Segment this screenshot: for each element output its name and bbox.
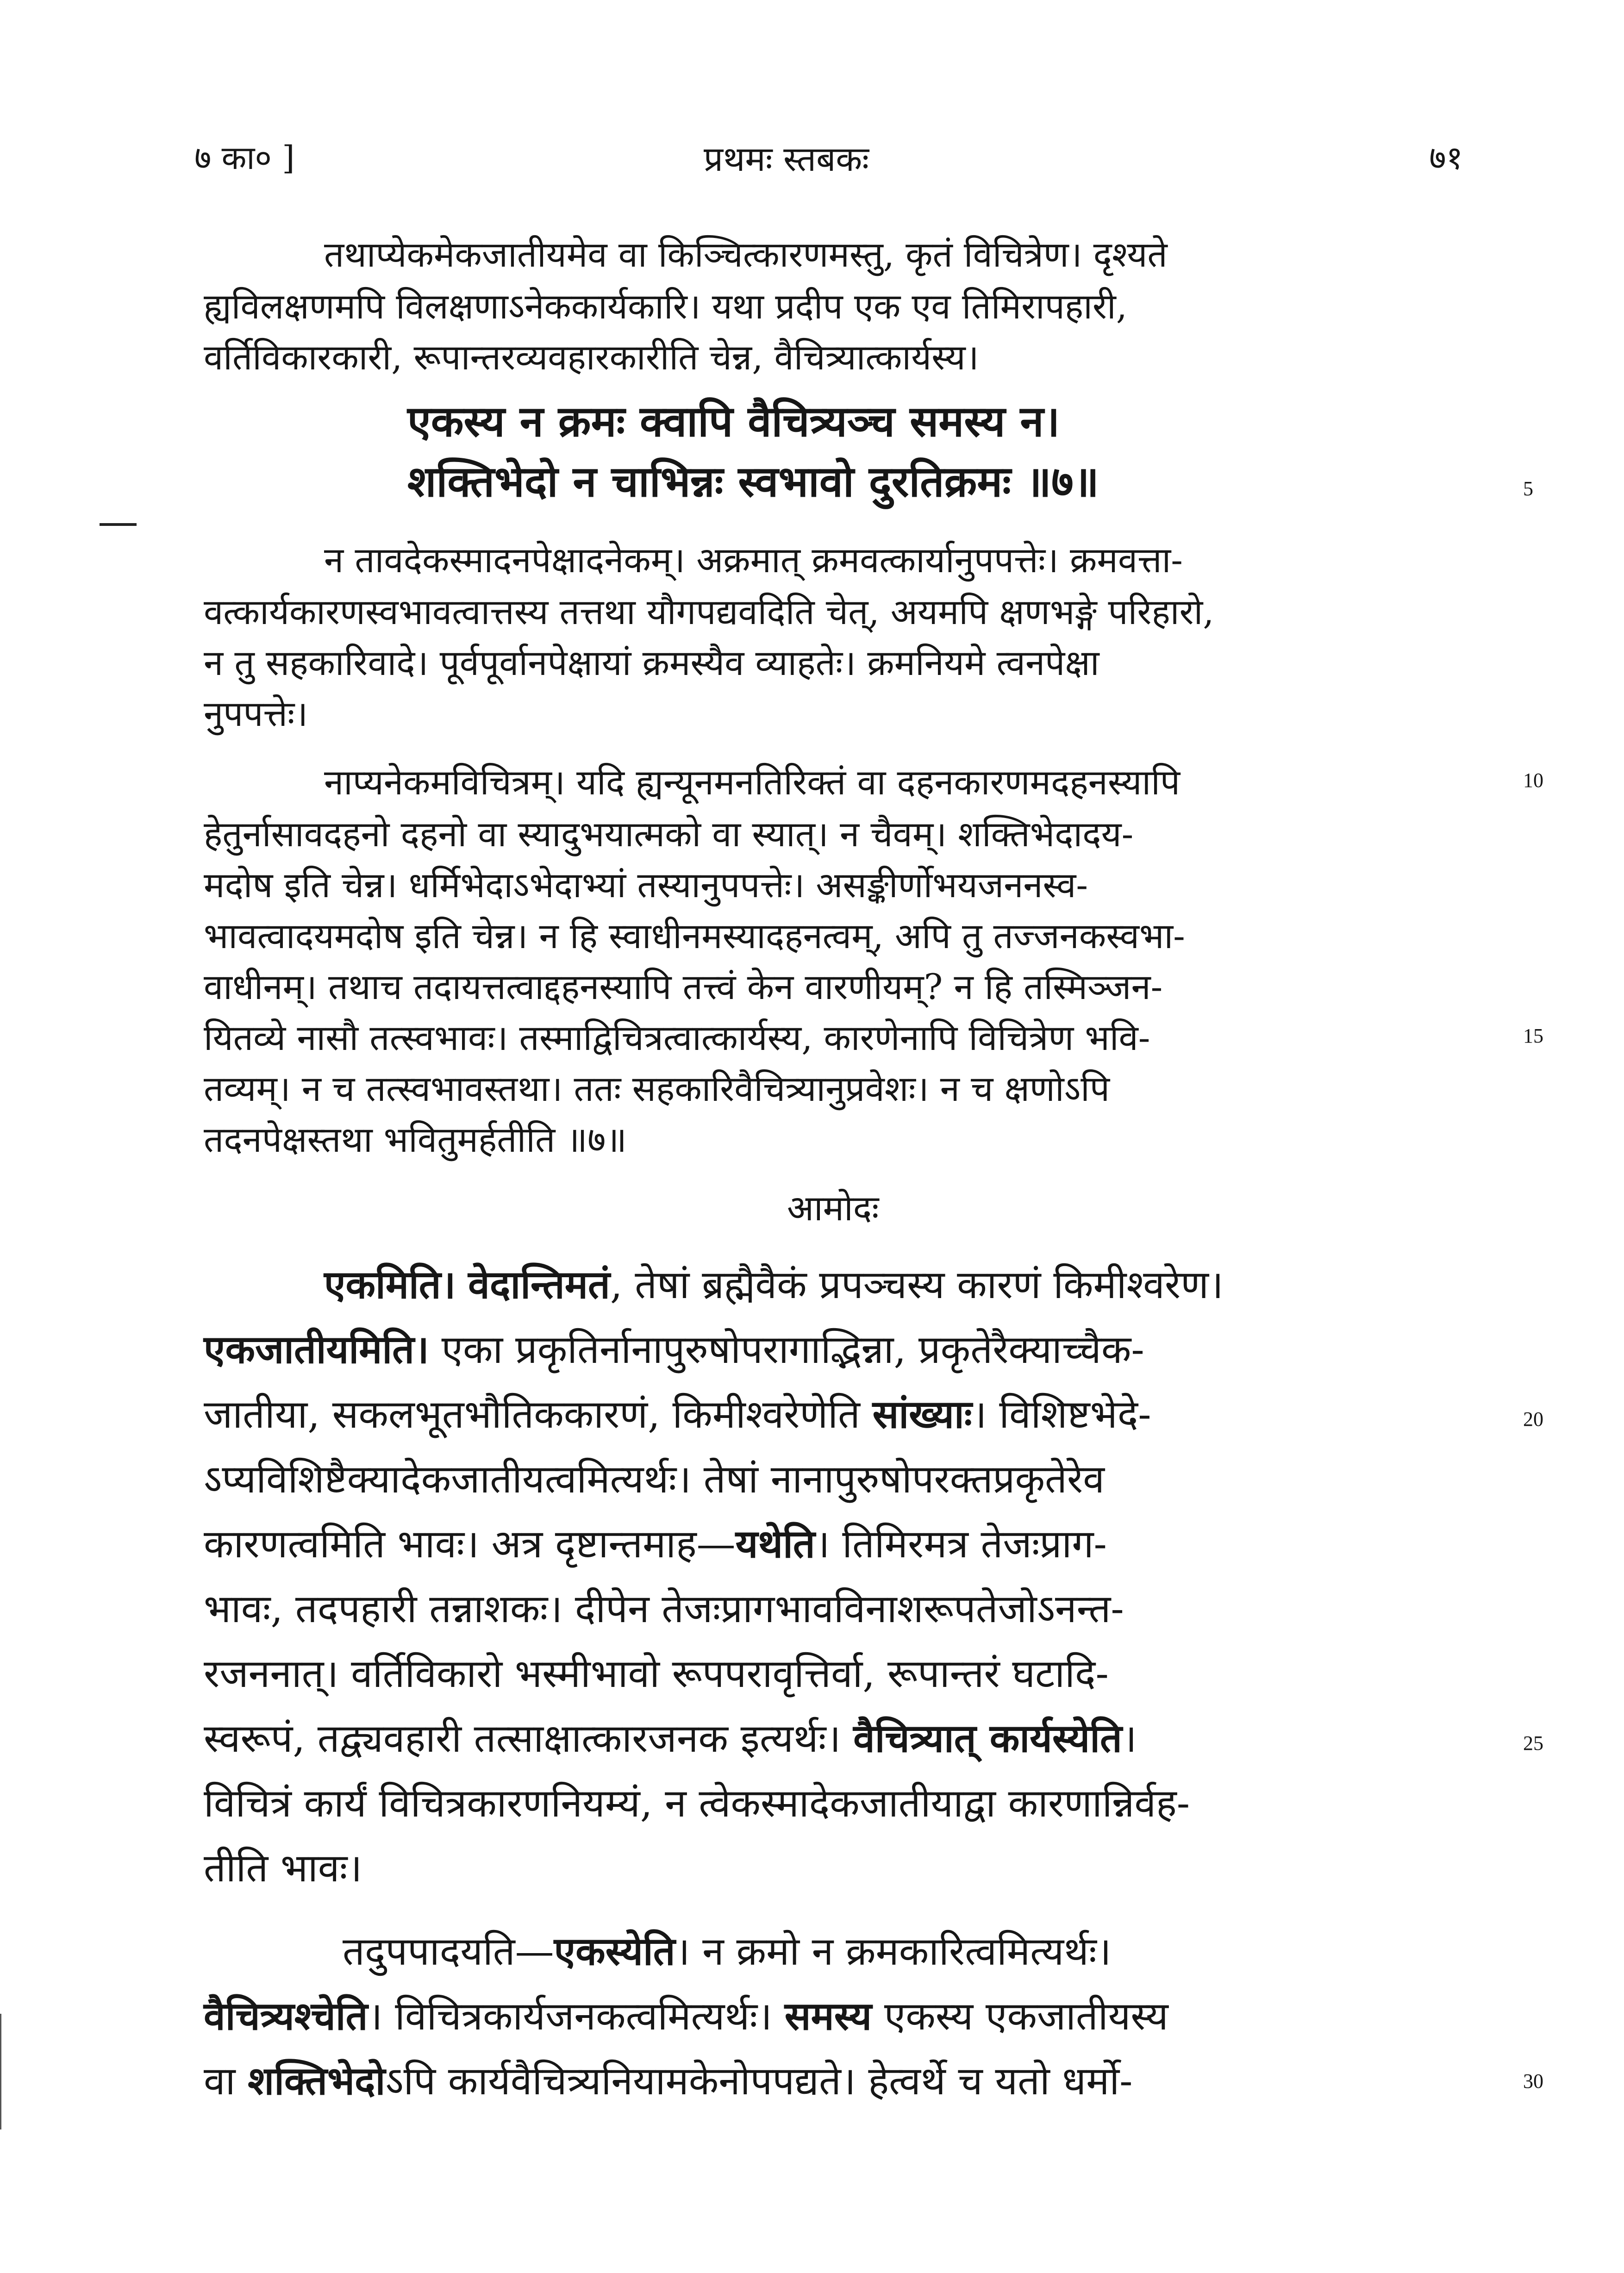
text-line: हेतुर्नासावदहनो दहनो वा स्यादुभयात्मको वा स्यात्। न चैवम्। शक्तिभेदादय- <box>204 813 1134 855</box>
commentary-text: । विचित्रकार्यजनकत्वमित्यर्थः। <box>368 1993 785 2039</box>
verse-line: शक्तिभेदो न चाभिन्नः स्वभावो दुरतिक्रमः ॥७॥ <box>407 456 1099 506</box>
header-title: प्रथमः स्तबकः <box>704 139 869 179</box>
text-line: मदोष इति चेन्न। धर्मिभेदाऽभेदाभ्यां तस्यानुपपत्तेः। असङ्कीर्णोभयजननस्व- <box>204 864 1088 905</box>
text-line: नाप्यनेकमविचित्रम्। यदि ह्यन्यूनमनतिरिक्तं वा दहनकारणमदहनस्यापि <box>324 762 1181 803</box>
lemma: यथेति <box>735 1521 815 1567</box>
lemma: सांख्याः <box>872 1391 972 1437</box>
margin-dash <box>100 523 137 526</box>
commentary-line <box>343 1926 1112 1977</box>
commentary-line <box>204 1518 1107 1569</box>
commentary-text: तदुपपादयति— <box>343 1929 554 1974</box>
commentary-text: स्वरूपं, तद्व्यवहारी तत्साक्षात्कारजनक इत्यर्थः। <box>204 1716 854 1761</box>
section-heading: आमोदः <box>787 1187 879 1229</box>
verse-line: एकस्य न क्रमः क्वापि वैचित्र्यञ्च समस्य न। <box>407 396 1060 446</box>
commentary-text: । न क्रमो न क्रमकारित्वमित्यर्थः। <box>675 1929 1112 1974</box>
text-line: भावत्वादयमदोष इति चेन्न। न हि स्वाधीनमस्यादहनत्वम्, अपि तु तज्जनकस्वभा- <box>204 915 1185 956</box>
commentary-text: । <box>1122 1716 1137 1761</box>
lemma: एकस्येति <box>554 1928 675 1974</box>
lemma: वैचित्र्यश्चेति <box>204 1993 368 2039</box>
commentary-line: ऽप्यविशिष्टैक्यादेकजातीयत्वमित्यर्थः। तेषां नानापुरुषोपरक्तप्रकृतेरेव <box>204 1456 1105 1502</box>
commentary-line <box>324 1259 1224 1310</box>
text-line: तथाप्येकमेकजातीयमेव वा किञ्चित्कारणमस्तु, कृतं विचित्रेण। दृश्यते <box>324 234 1168 275</box>
text-line: वत्कार्यकारणस्वभावत्वात्तस्य तत्तथा यौगपद्यवदिति चेत्, अयमपि क्षणभङ्गे परिहारो, <box>204 591 1214 632</box>
line-number: 20 <box>1523 1408 1543 1430</box>
text-line: ह्यविलक्षणमपि विलक्षणाऽनेककार्यकारि। यथा प्रदीप एक एव तिमिरापहारी, <box>204 286 1127 327</box>
text-line: नुपपत्तेः। <box>204 693 308 734</box>
lemma: वैचित्र्यात् कार्यस्येति <box>853 1715 1122 1761</box>
commentary-line: तीति भावः। <box>204 1845 362 1891</box>
commentary-line: विचित्रं कार्यं विचित्रकारणनियम्यं, न त्वेकस्मादेकजातीयाद्वा कारणान्निर्वह- <box>204 1780 1190 1826</box>
commentary-line <box>204 1324 1144 1375</box>
running-header <box>185 134 1463 185</box>
text-line: वर्तिविकारकारी, रूपान्तरव्यवहारकारीति चेन्न, वैचित्र्यात्कार्यस्य। <box>204 337 979 378</box>
commentary-line <box>204 1713 1137 1764</box>
commentary-text: । तिमिरमत्र तेजःप्राग- <box>815 1521 1107 1567</box>
commentary-line <box>204 1389 1151 1440</box>
text-line: तदनपेक्षस्तथा भवितुमर्हतीति ॥७॥ <box>204 1119 627 1160</box>
text-line: न तु सहकारिवादे। पूर्वपूर्वानपेक्षायां क्रमस्यैव व्याहतेः। क्रमनियमे त्वनपेक्षा <box>204 642 1099 683</box>
header-section-ref: ७ का० ] <box>194 139 295 177</box>
commentary-text: कारणत्वमिति भावः। अत्र दृष्टान्तमाह— <box>204 1521 736 1567</box>
line-number: 5 <box>1523 477 1533 500</box>
page-number: ७१ <box>1429 139 1463 177</box>
commentary-text: , तेषां ब्रह्मैवैकं प्रपञ्चस्य कारणं किमीश्वरेण। <box>610 1262 1224 1307</box>
lemma: समस्य <box>784 1993 872 2039</box>
lemma: एकमिति। <box>324 1261 456 1307</box>
lemma: एकजातीयमिति। <box>204 1326 429 1372</box>
commentary-text: ऽपि कार्यवैचित्र्यनियामकेनोपपद्यते। हेत्वर्थे च यतो धर्मो- <box>385 2058 1133 2104</box>
line-number: 30 <box>1523 2070 1543 2092</box>
commentary-text: । विशिष्टभेदे- <box>972 1392 1151 1437</box>
text-line: यितव्ये नासौ तत्स्वभावः। तस्माद्विचित्रत्वात्कार्यस्य, कारणेनापि विचित्रेण भवि- <box>204 1017 1150 1058</box>
text-line: वाधीनम्। तथाच तदायत्तत्वाद्दहनस्यापि तत्त्वं केन वारणीयम्? न हि तस्मिञ्जन- <box>204 966 1163 1007</box>
lemma: शक्तिभेदो <box>248 2058 386 2104</box>
line-number: 15 <box>1523 1024 1543 1047</box>
line-number: 25 <box>1523 1732 1543 1755</box>
commentary-text: एकस्य एकजातीयस्य <box>872 1993 1168 2039</box>
commentary-line <box>204 1991 1168 2042</box>
text-line: तव्यम्। न च तत्स्वभावस्तथा। ततः सहकारिवैचित्र्यानुप्रवेशः। न च क्षणोऽपि <box>204 1068 1110 1109</box>
commentary-line: भावः, तदपहारी तन्नाशकः। दीपेन तेजःप्रागभावविनाशरूपतेजोऽनन्त- <box>204 1586 1124 1631</box>
commentary-line <box>204 2055 1132 2106</box>
commentary-line: रजननात्। वर्तिविकारो भस्मीभावो रूपपरावृत्तिर्वा, रूपान्तरं घटादि- <box>204 1651 1109 1696</box>
commentary-text: वा <box>204 2058 248 2104</box>
text-line: न तावदेकस्मादनपेक्षादनेकम्। अक्रमात् क्रमवत्कार्यानुपपत्तेः। क्रमवत्ता- <box>324 539 1183 581</box>
commentary-text: जातीया, सकलभूतभौतिककारणं, किमीश्वरेणेति <box>204 1392 873 1437</box>
lemma: वेदान्तिमतं <box>468 1261 610 1307</box>
binding-edge <box>0 2014 14 2129</box>
commentary-text: एका प्रकृतिर्नानापुरुषोपरागाद्भिन्ना, प्रकृतेरैक्याच्चैक- <box>429 1327 1144 1372</box>
line-number: 10 <box>1523 769 1543 792</box>
